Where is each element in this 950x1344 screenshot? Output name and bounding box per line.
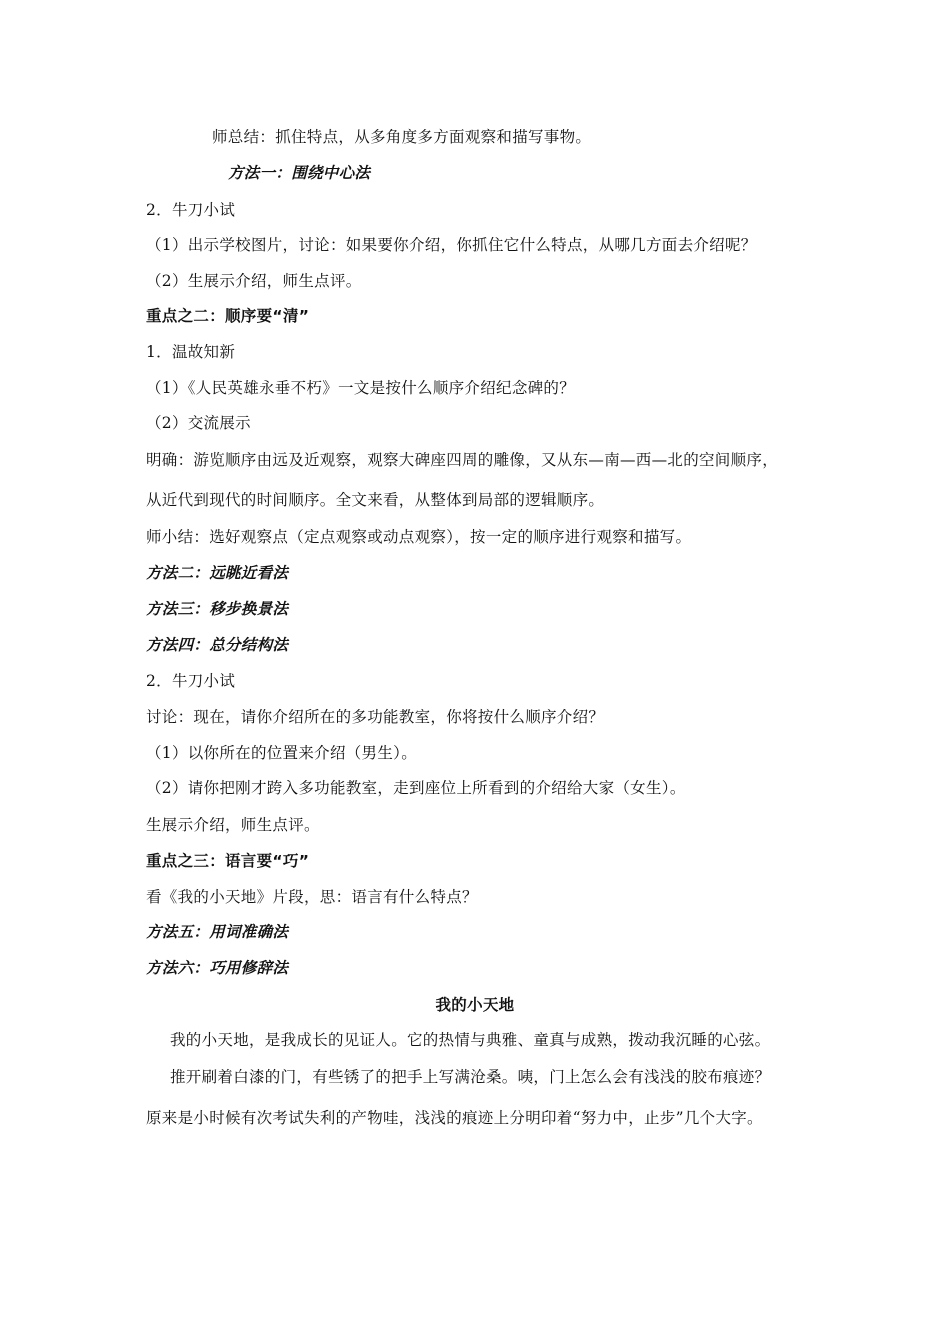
excerpt-title: 我的小天地 xyxy=(435,996,515,1014)
clarification-line-2: 从近代到现代的时间顺序。全文来看，从整体到局部的逻辑顺序。 xyxy=(146,491,605,509)
method-3-heading: 方法三：移步换景法 xyxy=(146,600,289,618)
presentation-line: 生展示介绍，师生点评。 xyxy=(146,816,320,834)
discussion-item-2: （2）请你把刚才跨入多功能教室，走到座位上所看到的介绍给大家（女生）。 xyxy=(146,779,686,797)
practice-item-2: （2）生展示介绍，师生点评。 xyxy=(146,272,362,290)
key-point-3-heading: 重点之三：语言要“巧” xyxy=(146,852,310,870)
practice-heading-1: 2．牛刀小试 xyxy=(146,201,236,219)
excerpt-paragraph-1: 我的小天地，是我成长的见证人。它的热情与典雅、童真与成熟，拨动我沉睡的心弦。 xyxy=(170,1031,771,1049)
method-5-heading: 方法五：用词准确法 xyxy=(146,923,289,941)
discussion-line: 讨论：现在，请你介绍所在的多功能教室，你将按什么顺序介绍？ xyxy=(146,708,605,726)
practice-item-1: （1）出示学校图片，讨论：如果要你介绍，你抓住它什么特点，从哪几方面去介绍呢？ xyxy=(146,236,757,254)
method-6-heading: 方法六：巧用修辞法 xyxy=(146,959,289,977)
teacher-summary-1: 师总结：抓住特点，从多角度多方面观察和描写事物。 xyxy=(212,128,592,146)
review-item-1: （1）《人民英雄永垂不朽》一文是按什么顺序介绍纪念碑的？ xyxy=(146,379,576,397)
clarification-line-1: 明确：游览顺序由远及近观察，观察大碑座四周的雕像，又从东—南—西—北的空间顺序， xyxy=(146,451,779,469)
discussion-item-1: （1）以你所在的位置来介绍（男生）。 xyxy=(146,744,418,762)
excerpt-paragraph-2-line-2: 原来是小时候有次考试失利的产物哇，浅浅的痕迹上分明印着“努力中，止步”几个大字。 xyxy=(146,1109,763,1127)
review-item-2: （2）交流展示 xyxy=(146,414,251,432)
key-point-2-heading: 重点之二：顺序要“清” xyxy=(146,307,310,325)
method-2-heading: 方法二：远眺近看法 xyxy=(146,564,289,582)
reading-prompt: 看《我的小天地》片段，思：语言有什么特点？ xyxy=(146,888,478,906)
teacher-summary-2: 师小结：选好观察点（定点观察或动点观察），按一定的顺序进行观察和描写。 xyxy=(146,528,692,546)
method-4-heading: 方法四：总分结构法 xyxy=(146,636,289,654)
review-heading: 1．温故知新 xyxy=(146,343,236,361)
method-1-heading: 方法一：围绕中心法 xyxy=(228,164,371,182)
practice-heading-2: 2．牛刀小试 xyxy=(146,672,236,690)
excerpt-paragraph-2-line-1: 推开刷着白漆的门，有些锈了的把手上写满沧桑。咦，门上怎么会有浅浅的胶布痕迹？ xyxy=(170,1068,771,1086)
